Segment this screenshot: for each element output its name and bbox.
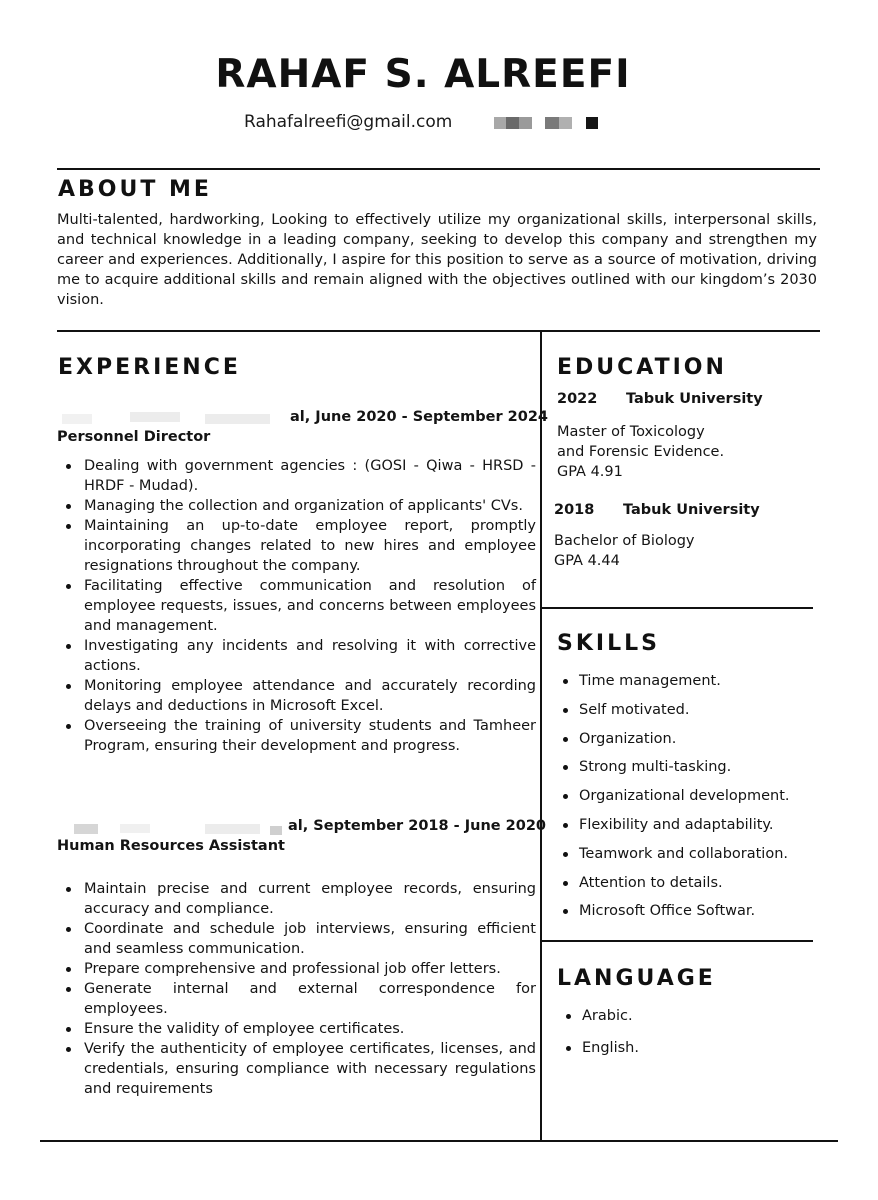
bullet-icon <box>66 724 71 729</box>
column-divider <box>540 331 542 1141</box>
list-item: Monitoring employee attendance and accurately recording delays and deductions in Microsoft Excel. <box>57 676 536 716</box>
job-dates: al, September 2018 - June 2020 <box>288 818 547 834</box>
bullet-icon <box>66 524 71 529</box>
bullet-icon <box>563 909 568 914</box>
education-details <box>554 531 695 571</box>
education-school: Tabuk University <box>623 502 760 518</box>
bullet-icon <box>566 1046 571 1051</box>
job-duties-list <box>57 456 536 756</box>
resume-name: RAHAF S. ALREEFI <box>215 52 631 97</box>
bullet-icon <box>66 987 71 992</box>
bullet-icon <box>563 737 568 742</box>
bullet-icon <box>66 684 71 689</box>
list-item: Maintaining an up-to-date employee report, promptly incorporating changes related to new hires and employee resignations throughout the company. <box>57 516 536 576</box>
experience-heading: EXPERIENCE <box>58 355 241 380</box>
bullet-icon <box>66 1027 71 1032</box>
job-title: Personnel Director <box>57 429 211 445</box>
list-item: Investigating any incidents and resolving it with corrective actions. <box>57 636 536 676</box>
list-item: Prepare comprehensive and professional job offer letters. <box>57 959 536 979</box>
degree-line: Bachelor of Biology <box>554 533 695 549</box>
education-year: 2018 <box>554 502 595 518</box>
language-list <box>560 1000 810 1064</box>
bullet-icon <box>566 1014 571 1019</box>
list-item: Microsoft Office Softwar. <box>557 897 817 926</box>
bullet-icon <box>66 584 71 589</box>
gpa-line: GPA 4.44 <box>554 553 620 569</box>
about-divider <box>57 330 820 332</box>
bullet-icon <box>563 881 568 886</box>
education-divider <box>541 607 813 609</box>
list-item: Self motivated. <box>557 696 817 725</box>
email-address: Rahafalreefi@gmail.com <box>244 112 453 132</box>
bullet-icon <box>66 927 71 932</box>
bullet-icon <box>66 504 71 509</box>
bullet-icon <box>563 852 568 857</box>
list-item: Time management. <box>557 667 817 696</box>
bullet-icon <box>66 1047 71 1052</box>
education-details <box>557 422 724 482</box>
list-item: Overseeing the training of university students and Tamheer Program, ensuring their development and progress. <box>57 716 536 756</box>
job-title: Human Resources Assistant <box>57 838 285 854</box>
gpa-line: GPA 4.91 <box>557 464 623 480</box>
bullet-icon <box>66 887 71 892</box>
skills-heading: SKILLS <box>557 631 660 656</box>
skills-list <box>557 667 817 926</box>
degree-line: Master of Toxicology <box>557 424 705 440</box>
bullet-icon <box>563 765 568 770</box>
bullet-icon <box>66 644 71 649</box>
bullet-icon <box>66 967 71 972</box>
list-item: Attention to details. <box>557 869 817 898</box>
bullet-icon <box>563 679 568 684</box>
header-divider <box>57 168 820 170</box>
list-item: English. <box>560 1032 810 1064</box>
footer-divider <box>40 1140 838 1142</box>
list-item: Verify the authenticity of employee certificates, licenses, and credentials, ensuring compliance with necessary regulations and requirements <box>57 1039 536 1099</box>
education-year: 2022 <box>557 391 598 407</box>
language-heading: LANGUAGE <box>557 966 716 991</box>
list-item: Arabic. <box>560 1000 810 1032</box>
list-item: Flexibility and adaptability. <box>557 811 817 840</box>
list-item: Generate internal and external correspondence for employees. <box>57 979 536 1019</box>
bullet-icon <box>563 794 568 799</box>
bullet-icon <box>563 823 568 828</box>
list-item: Organization. <box>557 725 817 754</box>
list-item: Coordinate and schedule job interviews, ensuring efficient and seamless communication. <box>57 919 536 959</box>
job-duties-list <box>57 879 536 1099</box>
list-item: Strong multi-tasking. <box>557 753 817 782</box>
list-item: Organizational development. <box>557 782 817 811</box>
degree-line: and Forensic Evidence. <box>557 444 725 460</box>
list-item: Dealing with government agencies : (GOSI - Qiwa - HRSD - HRDF - Mudad). <box>57 456 536 496</box>
list-item: Managing the collection and organization of applicants' CVs. <box>57 496 536 516</box>
bullet-icon <box>66 464 71 469</box>
list-item: Ensure the validity of employee certificates. <box>57 1019 536 1039</box>
list-item: Teamwork and collaboration. <box>557 840 817 869</box>
education-heading: EDUCATION <box>557 355 727 380</box>
list-item: Facilitating effective communication and resolution of employee requests, issues, and concerns between employees and management. <box>57 576 536 636</box>
education-school: Tabuk University <box>626 391 763 407</box>
bullet-icon <box>563 708 568 713</box>
list-item: Maintain precise and current employee records, ensuring accuracy and compliance. <box>57 879 536 919</box>
about-heading: ABOUT ME <box>58 177 212 202</box>
about-text: Multi-talented, hardworking, Looking to effectively utilize my organizational skills, interpersonal skills, and technical knowledge in a leading company, seeking to develop this company and strengthen my career and experiences. Additionally, I aspire for this position to serve as a source of motivation, driving me to acquire additional skills and remain aligned with the objectives outlined with our kingdom’s 2030 vision. <box>57 212 817 308</box>
job-dates: al, June 2020 - September 2024 <box>290 409 549 425</box>
skills-divider <box>541 940 813 942</box>
